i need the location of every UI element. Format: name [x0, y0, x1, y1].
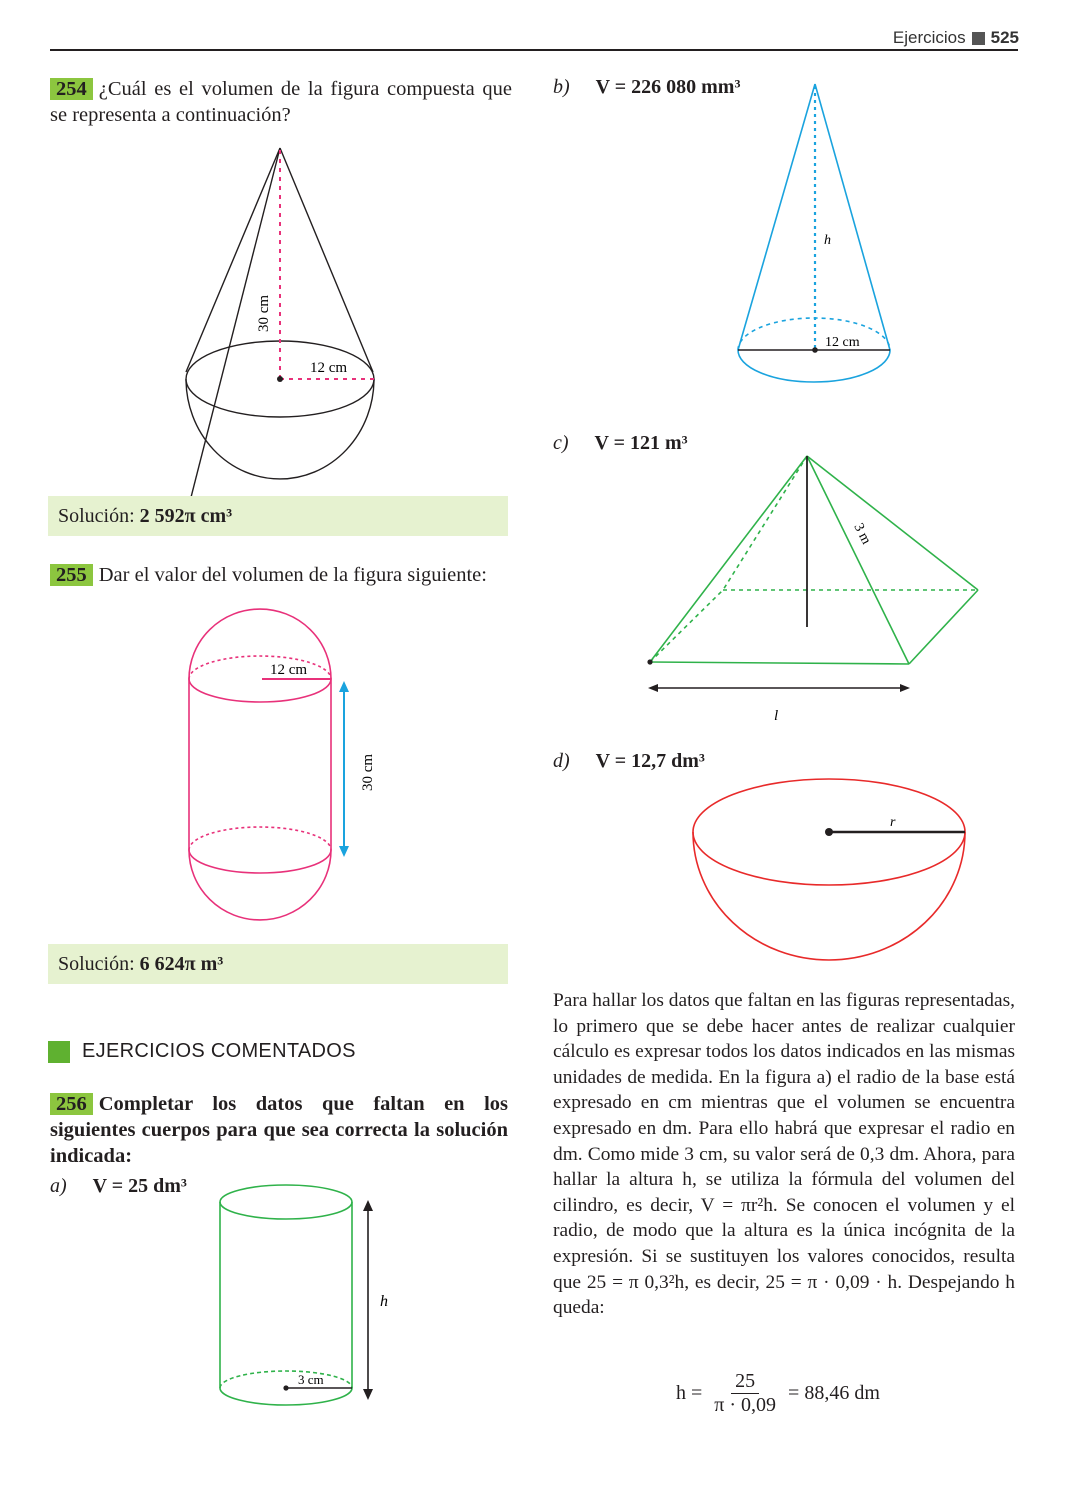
header-rule	[50, 49, 1018, 51]
formula-numerator: 25	[731, 1370, 759, 1394]
section-heading: EJERCICIOS COMENTADOS	[48, 1040, 356, 1063]
pyramid-figure	[640, 450, 990, 730]
cylinder-figure	[210, 1178, 410, 1418]
item-d-label: d) V = 12,7 dm³	[553, 750, 705, 772]
formula-lhs: h =	[676, 1382, 703, 1404]
cone-figure	[730, 78, 900, 398]
radius-label: r	[890, 815, 896, 830]
header-section: Ejercicios	[892, 28, 966, 47]
formula-fraction	[710, 1370, 780, 1417]
exercise-number: 255	[50, 564, 93, 586]
exercise-number: 254	[50, 78, 93, 100]
height-label: h	[824, 233, 831, 248]
capsule-figure	[180, 605, 376, 925]
explanation-paragraph: Para hallar los datos que faltan en las figuras representadas, lo primero que se debe hacer antes de realizar cualquier cálculo es expresar todos los datos indicados en las mismas unidades de medida. En la figura a) el radio de la base está expresado en cm mientras que el volumen se encuentra expresado en dm. Para ello habrá que expresar el radio en dm. Como mide 3 cm, su valor será de 0,3 dm. Ahora, para hallar la altura h, se utiliza la fórmula del volumen del cilindro, es decir, V = πr²h. Se conocen el volumen y el radio, de modo que la altura es la única incógnita de la expresión. Si se sustituyen los valores conocidos, resulta que 25 = π 0,3²h, es decir, 25 = π · 0,09 · h. Despejando h queda:	[553, 990, 1015, 1319]
solution-254: Solución: 2 592π cm³	[48, 496, 508, 536]
solution-255: Solución: 6 624π m³	[48, 944, 508, 984]
square-icon	[972, 32, 985, 45]
base-label: l	[774, 708, 779, 724]
exercise-number: 256	[50, 1093, 93, 1115]
formula-result: = 88,46 dm	[788, 1382, 880, 1404]
radius-label: 12 cm	[270, 662, 308, 678]
exercise-254-question: 254 ¿Cuál es el volumen de la figura compuesta que se representa a continuación?	[50, 78, 512, 126]
radius-label: 3 cm	[298, 1372, 324, 1387]
item-b-label: b) V = 226 080 mm³	[553, 76, 741, 98]
green-square-icon	[48, 1041, 70, 1063]
radius-label: 12 cm	[310, 360, 348, 376]
page-header	[893, 28, 1019, 48]
exercise-255-question: 255 Dar el valor del volumen de la figura siguiente:	[50, 562, 487, 588]
formula	[676, 1370, 880, 1417]
item-a-label: a) V = 25 dm³	[50, 1175, 187, 1197]
edge-label: 3 m	[850, 521, 874, 547]
item-c-label: c) V = 121 m³	[553, 432, 688, 454]
height-label: 30 cm	[360, 753, 376, 791]
height-label: 30 cm	[256, 294, 272, 332]
radius-label: 12 cm	[825, 335, 860, 350]
exercise-256-question: 256 Completar los datos que faltan en los siguientes cuerpos para que sea correcta la solución indicada:	[50, 1093, 508, 1167]
hemisphere-figure	[685, 772, 975, 972]
height-label: h	[380, 1293, 388, 1310]
cone-hemisphere-figure	[180, 140, 390, 490]
formula-denominator: π · 0,09	[714, 1394, 777, 1416]
page-number: 525	[990, 28, 1019, 47]
